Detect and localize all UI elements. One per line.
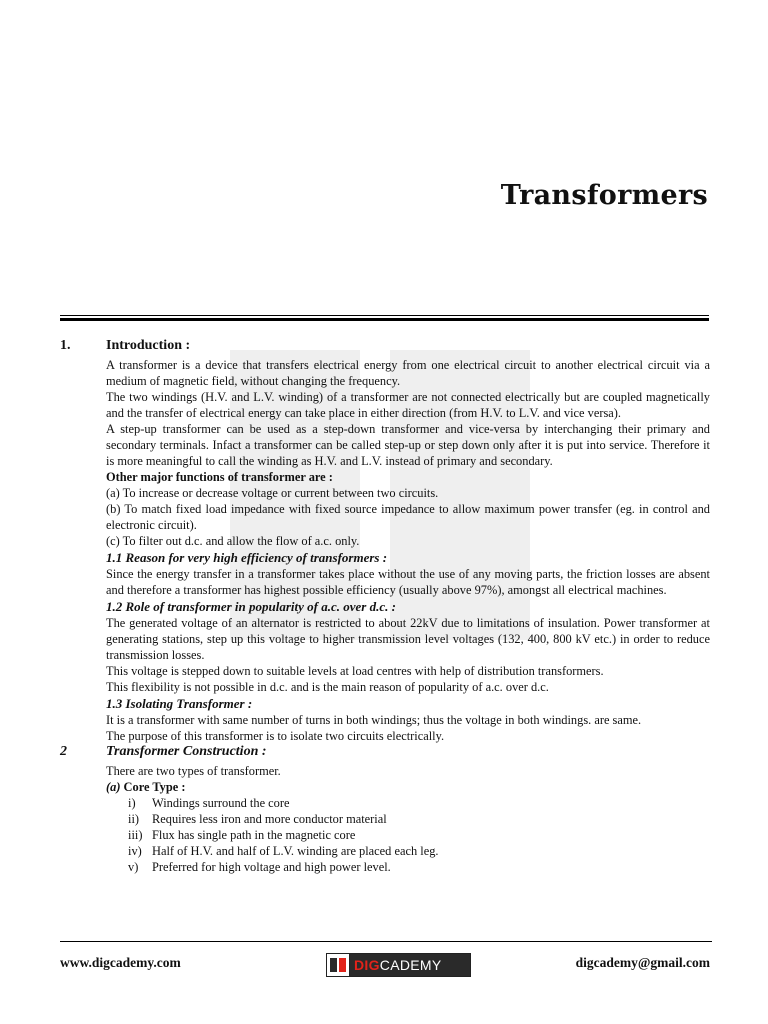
list-marker: iii) xyxy=(128,828,143,842)
section-title: Introduction : xyxy=(106,338,191,353)
footer-rule xyxy=(60,941,712,942)
page-title: Transformers xyxy=(500,180,708,211)
footer-website-link[interactable]: www.digcademy.com xyxy=(60,955,181,970)
section-1-heading xyxy=(60,338,710,357)
list-text: Half of H.V. and half of L.V. winding are placed each leg. xyxy=(152,844,439,858)
list-item xyxy=(128,859,710,875)
logo-wordmark xyxy=(350,954,470,976)
logo-dg-icon xyxy=(329,957,347,973)
title-rule-thick xyxy=(60,318,709,321)
subsection-title: 1.2 Role of transformer in popularity of a.c. over d.c. : xyxy=(106,599,396,614)
title-rule-thin xyxy=(60,315,709,316)
section-number: 1. xyxy=(60,338,71,353)
list-marker: i) xyxy=(128,796,136,810)
functions-heading: Other major functions of transformer are : xyxy=(106,470,333,484)
list-item xyxy=(128,811,710,827)
list-marker: ii) xyxy=(128,812,140,826)
list-item: (a) To increase or decrease voltage or current between two circuits. xyxy=(106,486,439,500)
list-item xyxy=(128,795,710,811)
core-type-letter: (a) xyxy=(106,780,121,794)
paragraph: The two windings (H.V. and L.V. winding) of a transformer are not connected electrically but are coupled magnetically and the transfer of electrical energy can take place in either direction (from H.V. to L.V. and vice versa). xyxy=(106,390,710,420)
list-text: Windings surround the core xyxy=(152,796,290,810)
logo-dig-text: DIG xyxy=(354,957,380,973)
section-2-body xyxy=(106,763,710,875)
list-marker: v) xyxy=(128,860,139,874)
list-item: (c) To filter out d.c. and allow the flow of a.c. only. xyxy=(106,534,360,548)
list-marker: iv) xyxy=(128,844,142,858)
list-item xyxy=(128,843,710,859)
section-2-heading xyxy=(60,744,710,763)
list-text: Flux has single path in the magnetic core xyxy=(152,828,356,842)
section-1-body xyxy=(106,357,710,744)
core-type-label: Core Type : xyxy=(120,780,186,794)
core-type-heading xyxy=(106,779,710,795)
list-text: Requires less iron and more conductor material xyxy=(152,812,387,826)
subsection-title: 1.3 Isolating Transformer : xyxy=(106,696,253,711)
section-number: 2 xyxy=(60,744,67,759)
list-text: Preferred for high voltage and high power level. xyxy=(152,860,391,874)
digcademy-logo xyxy=(326,953,471,977)
paragraph: The purpose of this transformer is to isolate two circuits electrically. xyxy=(106,729,445,743)
logo-cademy-text: CADEMY xyxy=(379,957,442,973)
section-title: Transformer Construction : xyxy=(106,744,267,759)
paragraph: A step-up transformer can be used as a step-down transformer and vice-versa by interchanging their primary and secondary terminals. Infact a transformer can be called step-up or step down only after it is put into service. Therefore it is more meaningful to call the winding as H.V. and L.V. instead of primary and secondary. xyxy=(106,422,710,468)
list-item: (b) To match fixed load impedance with fixed source impedance to allow maximum power transfer (eg. in control and electronic circuit). xyxy=(106,502,710,532)
subsection-title: 1.1 Reason for very high efficiency of transformers : xyxy=(106,550,388,565)
list-item xyxy=(128,827,710,843)
paragraph: There are two types of transformer. xyxy=(106,764,281,778)
paragraph: Since the energy transfer in a transformer takes place without the use of any moving parts, the friction losses are absent and therefore a transformer has highest possible efficiency (usually above 97%), amongst all electrical machines. xyxy=(106,567,710,597)
logo-mark-icon xyxy=(327,954,350,976)
paragraph: The generated voltage of an alternator is restricted to about 22kV due to limitations of insulation. Power transformer at generating stations, step up this voltage to higher transmission level voltages (132, 400, 800 kV etc.) in order to reduce transmission losses. xyxy=(106,616,710,662)
paragraph: A transformer is a device that transfers electrical energy from one electrical circuit to another electrical circuit via a medium of magnetic field, without changing the frequency. xyxy=(106,358,710,388)
paragraph: This voltage is stepped down to suitable levels at load centres with help of distribution transformers. xyxy=(106,664,604,678)
paragraph: This flexibility is not possible in d.c. and is the main reason of popularity of a.c. over d.c. xyxy=(106,680,549,694)
footer-email-link[interactable]: digcademy@gmail.com xyxy=(575,955,710,970)
paragraph: It is a transformer with same number of turns in both windings; thus the voltage in both windings. are same. xyxy=(106,713,642,727)
document-body xyxy=(60,338,710,875)
